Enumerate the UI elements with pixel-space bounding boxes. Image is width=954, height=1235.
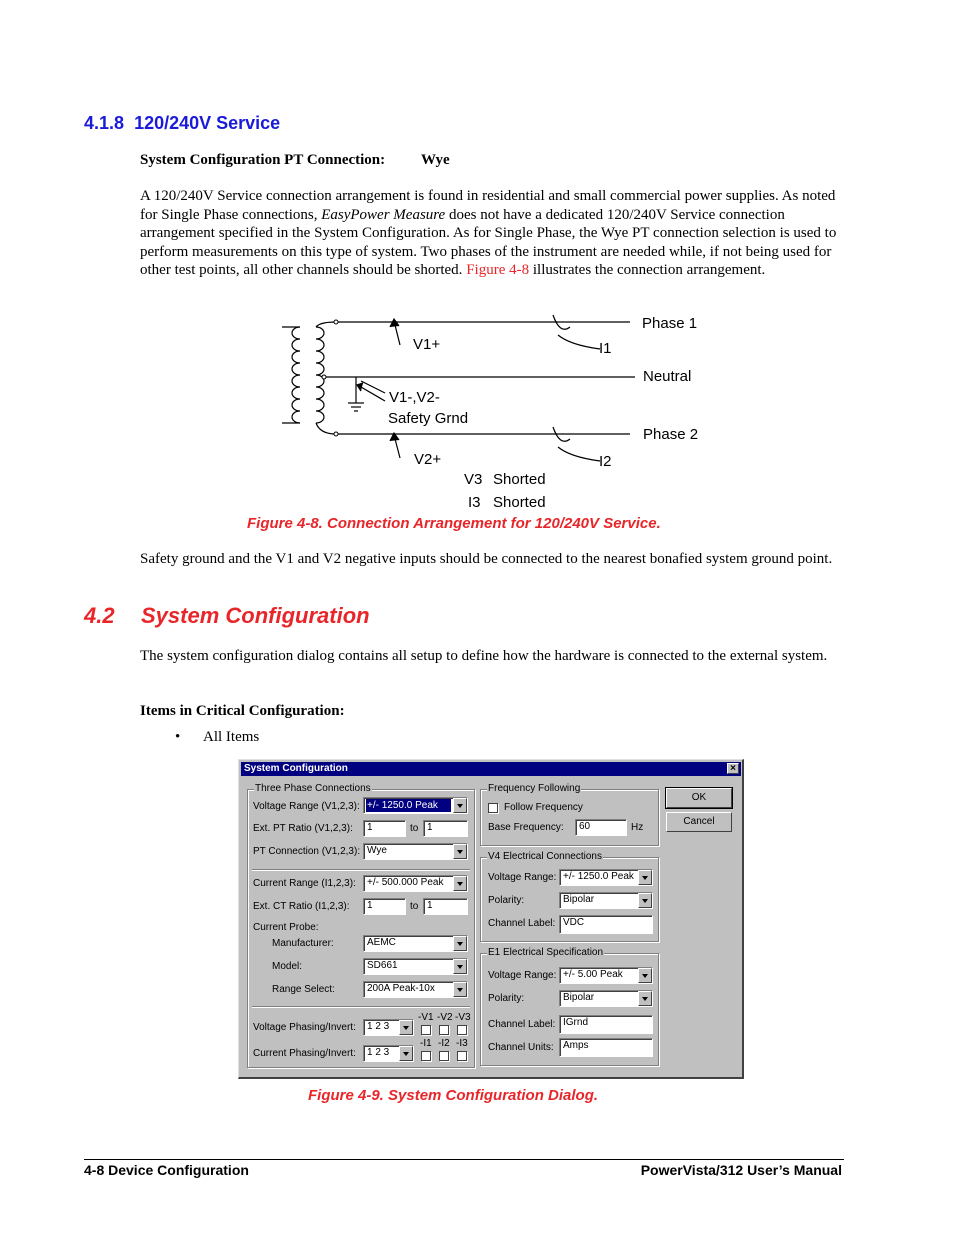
- invert-i1-label: -I1: [420, 1038, 432, 1049]
- current-phasing-label: Current Phasing/Invert:: [253, 1048, 356, 1059]
- separator: [252, 1006, 470, 1008]
- follow-frequency-label: Follow Frequency: [504, 802, 583, 813]
- chevron-down-icon[interactable]: [399, 1046, 413, 1061]
- frequency-group: [480, 783, 659, 846]
- i1-label: I1: [599, 340, 612, 357]
- v4-voltage-range-label: Voltage Range:: [488, 872, 557, 883]
- e1-polarity-select[interactable]: [559, 990, 653, 1007]
- section-4-2-heading: [84, 603, 370, 629]
- v2plus-label: V2+: [414, 451, 442, 468]
- e1-channel-label-input[interactable]: IGrnd: [559, 1015, 653, 1034]
- chevron-down-icon[interactable]: [638, 991, 652, 1006]
- pt-ratio-to-label: to: [410, 823, 419, 834]
- invert-v2-label: -V2: [437, 1012, 453, 1023]
- safety-grnd-label: Safety Grnd: [388, 410, 469, 427]
- section-heading: [84, 113, 280, 134]
- v4-polarity-value: Bipolar: [563, 894, 595, 905]
- chevron-down-icon[interactable]: [453, 959, 467, 974]
- current-range-value: +/- 500.000 Peak: [367, 877, 444, 888]
- e1-voltage-range-select[interactable]: [559, 967, 653, 984]
- footer-right: PowerVista/312 User’s Manual: [640, 1162, 842, 1178]
- range-select-value: 200A Peak-10x: [367, 983, 435, 994]
- base-frequency-label: Base Frequency:: [488, 822, 564, 833]
- primary-coil: [292, 327, 300, 423]
- current-range-select[interactable]: [363, 875, 468, 892]
- bullet-item: [175, 729, 260, 746]
- invert-i1-checkbox[interactable]: [421, 1051, 431, 1061]
- chevron-down-icon[interactable]: [638, 968, 652, 983]
- chevron-down-icon[interactable]: [453, 844, 467, 859]
- v3-shorted-label: Shorted: [493, 471, 546, 488]
- pt-connection-label: System Configuration PT Connection:: [140, 152, 386, 168]
- chevron-down-icon[interactable]: [453, 798, 467, 813]
- invert-v3-checkbox[interactable]: [457, 1025, 467, 1035]
- e1-group: [480, 947, 659, 1066]
- invert-v2-checkbox[interactable]: [439, 1025, 449, 1035]
- voltage-range-label: Voltage Range (V1,2,3):: [253, 801, 360, 812]
- intro-paragraph: [140, 187, 840, 280]
- chevron-down-icon[interactable]: [453, 936, 467, 951]
- cancel-button[interactable]: Cancel: [666, 812, 732, 832]
- chevron-down-icon[interactable]: [638, 870, 652, 885]
- model-value: SD661: [367, 960, 398, 971]
- e1-channel-label-label: Channel Label:: [488, 1019, 556, 1030]
- section-4-2-title: System Configuration: [141, 603, 370, 628]
- ct-ratio-input-a[interactable]: 1: [363, 898, 406, 915]
- voltage-range-select[interactable]: [363, 797, 468, 814]
- chevron-down-icon[interactable]: [453, 982, 467, 997]
- critical-heading: Items in Critical Configuration:: [140, 703, 345, 719]
- ground-paragraph: Safety ground and the V1 and V2 negative inputs should be connected to the nearest bonafied system ground point.: [140, 551, 833, 567]
- invert-v1-label: -V1: [418, 1012, 434, 1023]
- bullet-text: All Items: [203, 729, 260, 745]
- dialog-titlebar[interactable]: [241, 762, 741, 776]
- voltage-phasing-select[interactable]: [363, 1019, 414, 1036]
- e1-polarity-value: Bipolar: [563, 992, 595, 1003]
- e1-channel-units-label: Channel Units:: [488, 1042, 554, 1053]
- figure-link[interactable]: Figure 4-8: [466, 262, 530, 278]
- hz-unit-label: Hz: [631, 822, 644, 833]
- v4-group: [480, 851, 659, 942]
- chevron-down-icon[interactable]: [453, 876, 467, 891]
- section-4-2-number: 4.2: [84, 603, 115, 628]
- chevron-down-icon[interactable]: [638, 893, 652, 908]
- connection-diagram: [270, 305, 720, 515]
- v4-group-label: V4 Electrical Connections: [488, 851, 602, 862]
- paragraph-text: A 120/240V Service connection arrangement is found in residential and small commercial power supplies. As noted for Single Phase connections,: [140, 188, 836, 223]
- three-phase-group-label: Three Phase Connections: [255, 783, 371, 794]
- bullet-icon: •: [175, 729, 181, 745]
- invert-i2-checkbox[interactable]: [439, 1051, 449, 1061]
- i3-label: I3: [468, 494, 481, 511]
- model-label: Model:: [272, 961, 303, 972]
- figure-4-8-caption: Figure 4-8. Connection Arrangement for 120/240V Service.: [247, 515, 661, 532]
- v3-label: V3: [464, 471, 483, 488]
- ct-ratio-to-label: to: [410, 901, 419, 912]
- e1-voltage-range-label: Voltage Range:: [488, 970, 557, 981]
- pt-connection-label: PT Connection (V1,2,3):: [253, 846, 361, 857]
- section-title: 120/240V Service: [134, 113, 281, 133]
- product-name: EasyPower Measure: [321, 206, 446, 223]
- invert-v1-checkbox[interactable]: [421, 1025, 431, 1035]
- paragraph-text: does not have a dedicated 120/240V Service connection arrangement specified in the System Configuration. As for Single Phase, the Wye PT connection selection is used to perform measurements on this type of system. Two phases of the instrument are needed while, if not being used for other test points, all other channels should be shorted.: [140, 206, 837, 278]
- pt-connection-select[interactable]: [363, 843, 468, 860]
- footer-left: 4-8 Device Configuration: [84, 1162, 249, 1178]
- pt-connection-line: [140, 152, 450, 169]
- i3-shorted-label: Shorted: [493, 494, 546, 511]
- current-probe-label: Current Probe:: [253, 922, 319, 933]
- neutral-label: Neutral: [643, 368, 692, 385]
- base-frequency-input[interactable]: 60: [575, 819, 627, 836]
- pt-connection-value: Wye: [421, 152, 450, 168]
- pt-ratio-input-b[interactable]: 1: [423, 820, 468, 837]
- range-select-select[interactable]: [363, 981, 468, 998]
- v4-channel-label-input[interactable]: VDC: [559, 915, 653, 934]
- ct-ratio-label: Ext. CT Ratio (I1,2,3):: [253, 901, 350, 912]
- invert-i3-label: -I3: [456, 1038, 468, 1049]
- paragraph-text: illustrates the connection arrangement.: [529, 262, 766, 278]
- config-paragraph: The system configuration dialog contains all setup to define how the hardware is connected to the external system.: [140, 648, 828, 664]
- manufacturer-value: AEMC: [367, 937, 396, 948]
- separator: [252, 869, 470, 871]
- phase1-label: Phase 1: [642, 315, 698, 332]
- voltage-phasing-value: 1 2 3: [367, 1021, 390, 1032]
- v4-polarity-select[interactable]: [559, 892, 653, 909]
- e1-voltage-range-value: +/- 5.00 Peak: [563, 969, 623, 980]
- range-select-label: Range Select:: [272, 984, 335, 995]
- phase2-label: Phase 2: [643, 426, 699, 443]
- current-range-label: Current Range (I1,2,3):: [253, 878, 356, 889]
- invert-v3-label: -V3: [455, 1012, 471, 1023]
- ct-ratio-input-b[interactable]: 1: [423, 898, 468, 915]
- follow-frequency-checkbox[interactable]: [488, 803, 498, 813]
- e1-polarity-label: Polarity:: [488, 993, 525, 1004]
- v4-voltage-range-select[interactable]: [559, 869, 653, 886]
- current-phasing-value: 1 2 3: [367, 1047, 390, 1058]
- manufacturer-select[interactable]: [363, 935, 468, 952]
- figure-4-9-caption: Figure 4-9. System Configuration Dialog.: [308, 1087, 599, 1104]
- v4-channel-label-label: Channel Label:: [488, 918, 556, 929]
- dialog-title: System Configuration: [244, 763, 348, 774]
- e1-group-label: E1 Electrical Specification: [488, 947, 604, 958]
- ok-button[interactable]: OK: [666, 788, 732, 808]
- pt-ratio-label: Ext. PT Ratio (V1,2,3):: [253, 823, 353, 834]
- v1v2minus-label: V1-,V2-: [389, 389, 440, 406]
- v4-polarity-label: Polarity:: [488, 895, 525, 906]
- frequency-group-label: Frequency Following: [488, 783, 581, 794]
- v1plus-label: V1+: [413, 336, 441, 353]
- chevron-down-icon[interactable]: [399, 1020, 413, 1035]
- current-phasing-select[interactable]: [363, 1045, 414, 1062]
- e1-channel-units-input[interactable]: Amps: [559, 1038, 653, 1057]
- system-config-dialog: [238, 759, 744, 1079]
- close-button[interactable]: ×: [727, 763, 739, 774]
- manufacturer-label: Manufacturer:: [272, 938, 334, 949]
- voltage-phasing-label: Voltage Phasing/Invert:: [253, 1022, 356, 1033]
- v4-voltage-range-value: +/- 1250.0 Peak: [563, 871, 634, 882]
- voltage-range-value: +/- 1250.0 Peak: [366, 799, 451, 812]
- three-phase-group: [247, 783, 475, 1068]
- invert-i3-checkbox[interactable]: [457, 1051, 467, 1061]
- invert-i2-label: -I2: [438, 1038, 450, 1049]
- pt-ratio-input-a[interactable]: 1: [363, 820, 406, 837]
- pt-connection-value: Wye: [367, 845, 387, 856]
- footer-divider: [84, 1159, 844, 1160]
- model-select[interactable]: [363, 958, 468, 975]
- i2-label: I2: [599, 453, 612, 470]
- section-number: 4.1.8: [84, 113, 125, 133]
